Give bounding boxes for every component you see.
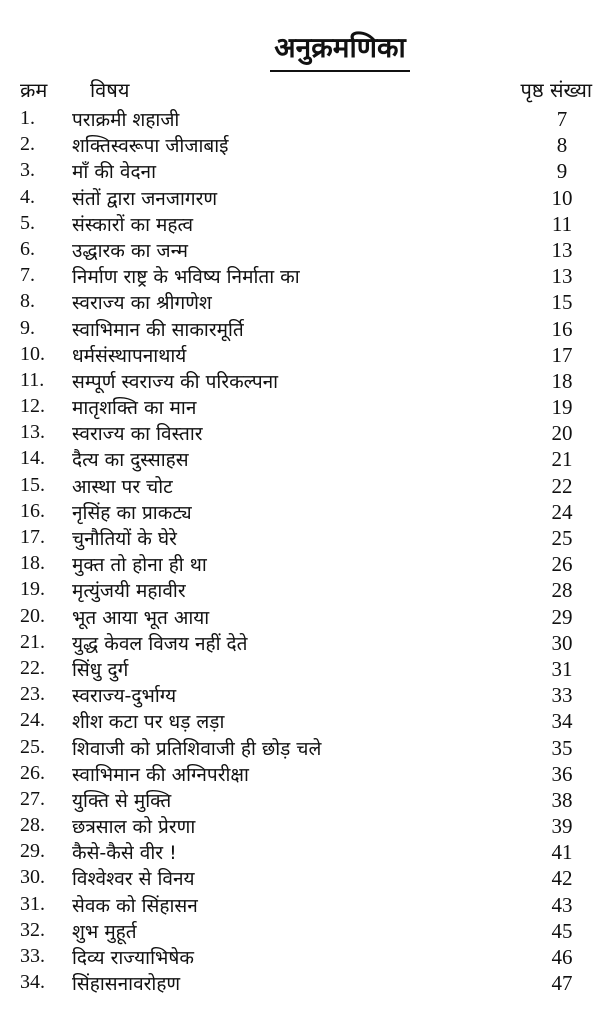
list-item: [20, 551, 592, 577]
item-page: 31: [551, 656, 573, 681]
item-number: 22.: [20, 656, 45, 679]
item-number: 18.: [20, 552, 45, 575]
item-subject: आस्था पर चोट: [72, 475, 173, 498]
item-page: 39: [551, 814, 573, 839]
list-item: [20, 289, 592, 315]
item-subject: मुक्त तो होना ही था: [72, 554, 207, 577]
list-item: [20, 577, 592, 603]
list-item: [20, 420, 592, 446]
list-item: [20, 185, 592, 211]
item-page: 35: [551, 735, 573, 760]
item-number: 16.: [20, 499, 45, 522]
item-subject: संस्कारों का महत्व: [72, 213, 194, 236]
item-number: 6.: [20, 237, 35, 260]
item-page: 42: [551, 866, 573, 891]
list-item: [20, 944, 592, 970]
item-number: 26.: [20, 761, 45, 784]
item-page: 11: [551, 211, 573, 236]
item-number: 25.: [20, 735, 45, 758]
item-subject: छत्रसाल को प्रेरणा: [72, 816, 196, 839]
item-number: 17.: [20, 526, 45, 548]
item-number: 32.: [20, 918, 45, 941]
item-number: 9.: [20, 316, 35, 339]
item-page: 28: [551, 578, 573, 603]
item-number: 28.: [20, 814, 45, 837]
item-number: 2.: [20, 133, 35, 156]
item-number: 27.: [20, 787, 45, 810]
item-page: 46: [551, 945, 573, 969]
item-subject: सम्पूर्ण स्वराज्य की परिकल्पना: [72, 370, 279, 393]
item-page: 10: [551, 185, 573, 210]
item-subject: चुनौतियों के घेरे: [72, 528, 177, 550]
header-subject: विषय: [90, 78, 130, 102]
item-subject: शिवाजी को प्रतिशिवाजी ही छोड़ चले: [72, 737, 322, 760]
item-page: 13: [551, 264, 573, 289]
item-number: 33.: [20, 945, 45, 967]
item-subject: स्वराज्य-दुर्भाग्य: [72, 685, 177, 708]
list-item: [20, 735, 592, 761]
item-number: 11.: [20, 368, 45, 391]
item-number: 3.: [20, 159, 35, 182]
column-header: [20, 76, 592, 104]
item-page: 21: [551, 447, 573, 472]
item-page: 29: [551, 604, 573, 629]
list-item: [20, 865, 592, 891]
header-serial: क्रम: [20, 78, 48, 102]
list-item: [20, 394, 592, 420]
item-page: 26: [551, 552, 573, 577]
item-number: 20.: [20, 604, 45, 627]
item-subject: मातृशक्ति का मान: [72, 397, 197, 420]
item-subject: मृत्युंजयी महावीर: [72, 580, 186, 603]
item-subject: सेवक को सिंहासन: [72, 894, 198, 917]
item-subject: नृसिंह का प्राकट्य: [72, 501, 192, 524]
list-item: [20, 839, 592, 865]
item-subject: स्वाभिमान की अग्निपरीक्षा: [72, 763, 249, 786]
item-number: 34.: [20, 971, 45, 994]
item-page: 22: [551, 473, 573, 498]
list-item: [20, 525, 592, 551]
item-subject: भूत आया भूत आया: [72, 606, 210, 629]
item-page: 19: [551, 395, 573, 420]
item-number: 4.: [20, 185, 35, 208]
item-subject: स्वाभिमान की साकारमूर्ति: [72, 318, 244, 341]
item-page: 43: [551, 892, 573, 917]
item-number: 8.: [20, 290, 35, 313]
page-title: अनुक्रमणिका: [270, 28, 409, 72]
item-number: 14.: [20, 447, 45, 470]
item-page: 41: [551, 840, 573, 865]
item-subject: शुभ मुहूर्त: [72, 920, 137, 943]
item-page: 13: [551, 237, 573, 262]
item-subject: स्वराज्य का विस्तार: [72, 423, 203, 446]
list-item: [20, 237, 592, 263]
list-item: [20, 158, 592, 184]
list-item: [20, 813, 592, 839]
item-number: 15.: [20, 473, 45, 496]
item-subject: युद्ध केवल विजय नहीं देते: [72, 632, 248, 655]
item-page: 17: [551, 342, 573, 367]
item-subject: उद्धारक का जन्म: [72, 239, 188, 262]
item-page: 20: [551, 421, 573, 446]
item-subject: पराक्रमी शहाजी: [72, 109, 180, 131]
item-number: 19.: [20, 578, 45, 601]
item-page: 18: [551, 368, 573, 393]
item-page: 16: [551, 316, 573, 341]
item-number: 5.: [20, 211, 35, 234]
item-subject: शीश कटा पर धड़ लड़ा: [72, 711, 225, 734]
item-subject: कैसे-कैसे वीर !: [72, 842, 177, 865]
item-page: 30: [551, 630, 573, 655]
list-item: [20, 342, 592, 368]
list-item: [20, 604, 592, 630]
item-subject: युक्ति से मुक्ति: [72, 789, 172, 812]
item-number: 13.: [20, 421, 45, 444]
header-page-number: पृष्ठ संख्या: [520, 78, 592, 102]
item-page: 47: [551, 971, 573, 996]
item-page: 38: [551, 787, 573, 812]
item-page: 25: [551, 526, 573, 550]
list-item: [20, 446, 592, 472]
item-page: 15: [551, 290, 573, 315]
item-subject: धर्मसंस्थापनाथार्य: [72, 344, 187, 367]
item-number: 31.: [20, 892, 45, 915]
item-page: 33: [551, 683, 573, 708]
item-subject: दिव्य राज्याभिषेक: [72, 947, 194, 969]
list-item: [20, 473, 592, 499]
item-number: 10.: [20, 342, 45, 365]
item-subject: निर्माण राष्ट्र के भविष्य निर्माता का: [72, 266, 300, 289]
item-number: 30.: [20, 866, 45, 889]
item-subject: विश्वेश्वर से विनय: [72, 868, 195, 891]
contents-list: [20, 106, 592, 996]
item-subject: संतों द्वारा जनजागरण: [72, 187, 218, 210]
item-number: 1.: [20, 107, 35, 129]
list-item: [20, 708, 592, 734]
page-title-wrap: [0, 28, 600, 72]
item-subject: सिंहासनावरोहण: [72, 973, 181, 996]
list-item: [20, 106, 592, 132]
list-item: [20, 132, 592, 158]
item-page: 8: [556, 133, 568, 158]
item-number: 7.: [20, 264, 35, 287]
item-subject: माँ की वेदना: [72, 161, 156, 184]
list-item: [20, 630, 592, 656]
list-item: [20, 918, 592, 944]
item-number: 29.: [20, 840, 45, 863]
list-item: [20, 892, 592, 918]
item-page: 45: [551, 918, 573, 943]
list-item: [20, 499, 592, 525]
item-subject: स्वराज्य का श्रीगणेश: [72, 292, 212, 315]
item-subject: सिंधु दुर्ग: [72, 658, 129, 681]
list-item: [20, 761, 592, 787]
list-item: [20, 316, 592, 342]
item-number: 23.: [20, 683, 45, 706]
item-number: 12.: [20, 395, 45, 418]
item-page: 36: [551, 761, 573, 786]
item-number: 24.: [20, 709, 45, 732]
list-item: [20, 211, 592, 237]
list-item: [20, 656, 592, 682]
list-item: [20, 970, 592, 996]
item-number: 21.: [20, 630, 45, 653]
item-page: 24: [551, 499, 573, 524]
item-subject: दैत्य का दुस्साहस: [72, 449, 189, 472]
item-subject: शक्तिस्वरूपा जीजाबाई: [72, 135, 229, 158]
item-page: 7: [556, 107, 568, 131]
list-item: [20, 682, 592, 708]
list-item: [20, 787, 592, 813]
item-page: 34: [551, 709, 573, 734]
list-item: [20, 368, 592, 394]
item-page: 9: [556, 159, 568, 184]
list-item: [20, 263, 592, 289]
